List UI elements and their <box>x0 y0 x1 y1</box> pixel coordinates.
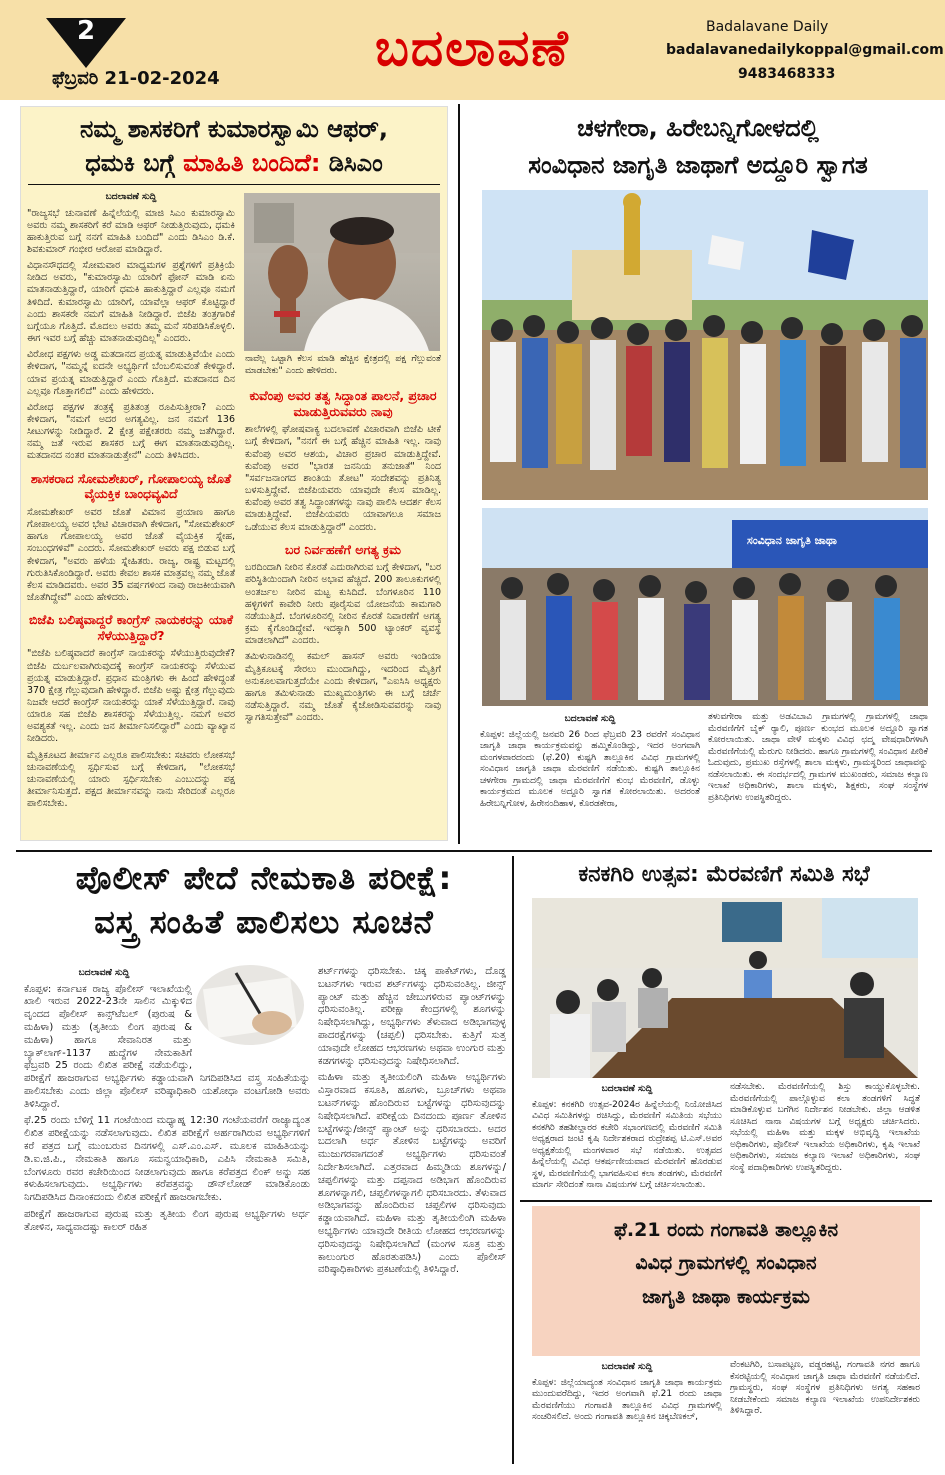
article3-headline-line1: ಪೊಲೀಸ್ ಪೇದೆ ನೇಮಕಾತಿ ಪರೀಕ್ಷೆ: <box>75 859 453 897</box>
article1-para: ವಿರೋಧ ಪಕ್ಷಗಳು ಅಡ್ಡ ಮತದಾನದ ಪ್ರಯತ್ನ ಮಾಡುತ್ತಿವೆಯೇ ಎಂದು ಕೇಳಿದಾಗ, "ನಮ್ಮನ್ನೆ ಐದನೇ ಅಭ್ಯರ್ಥಿಗೆ ಬೆಂಬಲಿಸುವಂತೆ ಕೇಳಿದ್ದಾರೆ. ಯಾವ ಪ್ರಯತ್ನ ಮಾಡುತ್ತಿದ್ದಾರೆ ಎಂದು ಗೊತ್ತಿದೆ. ಮತದಾನದ ದಿನ ಎಲ್ಲವೂ ಗೊತ್ತಾಗಲಿದೆ" ಎಂದು ಹೇಳಿದರು. <box>27 349 235 397</box>
article1-para: ವಿರೋಧ ಪಕ್ಷಗಳ ತಂತ್ರಕ್ಕೆ ಪ್ರತಿತಂತ್ರ ರೂಪಿಸುತ್ತೀರಾ? ಎಂದು ಕೇಳಿದಾಗ, "ನಮಗೆ ಅದರ ಅಗತ್ಯವಿಲ್ಲ. ಜನ ನಮಗೆ 136 ಸೀಟುಗಳನ್ನು ನೀಡಿದ್ದಾರೆ. 2 ಕ್ಷೇತ್ರ ಪಕ್ಷೇತರರು ನಮ್ಮ ಜತೆಗಿದ್ದಾರೆ. ನಮ್ಮ ಜತೆ ಇರುವ ಶಾಸಕರ ಬಗ್ಗೆ ಈಗ ಮಾತನಾಡುವುದಿಲ್ಲ. ಮತದಾನದ ನಂತರ ಮಾತನಾಡುತ್ತೇನೆ" ಎಂದು ತಿಳಿಸಿದರು. <box>27 401 235 462</box>
article3-headline <box>22 856 506 944</box>
section-divider <box>520 1200 932 1202</box>
article5-para: ಕೊಪ್ಪಳ: ಜಿಲ್ಲೆಯಾದ್ಯಂತ ಸಂವಿಧಾನ ಜಾಗೃತಿ ಜಾಥಾ ಕಾರ್ಯಕ್ರಮ ಮುಂದುವರೆದಿದ್ದು, ಇದರ ಅಂಗವಾಗಿ ಫೆ.21 ರಂದು ಜಾಥಾ ಮೆರವಣಿಗೆಯು ಗಂಗಾವತಿ ತಾಲ್ಲೂಕಿನ ವಿವಿಧ ಗ್ರಾಮಗಳಲ್ಲಿ ಸಂಚರಿಸಲಿದೆ. ಅಂದು ಗಂಗಾವತಿ ತಾಲ್ಲೂಕಿನ ಚಿಕ್ಕಬೆಣಕಲ್, <box>532 1377 722 1423</box>
column-divider <box>458 104 460 844</box>
article1-headline-line2 <box>24 146 444 180</box>
article1-subheading: ಬರ ನಿರ್ವಹಣೆಗೆ ಅಗತ್ಯ ಕ್ರಮ <box>285 541 401 557</box>
article2-headline-line2: ಸಂವಿಧಾನ ಜಾಗೃತಿ ಜಾಥಾಗೆ ಅದ್ದೂರಿ ಸ್ವಾಗತ <box>528 151 868 180</box>
article5-headline <box>532 1214 920 1314</box>
article2-col1 <box>480 712 700 836</box>
article2-col2 <box>708 712 928 836</box>
article1-subheading: ಶಾಸಕರಾದ ಸೋಮಶೇಖರ್, ಗೋಪಾಲಯ್ಯ ಜೊತೆ ವೈಯಕ್ತಿಕ ಬಾಂಧವ್ಯವಿದೆ <box>30 470 232 502</box>
dcm-photo-illustration <box>244 193 440 351</box>
jatha-photo-oath-illustration <box>482 508 928 706</box>
article5-para: ವೆಂಕಟಗಿರಿ, ಬಸಾಪಟ್ಟಣ, ವಡ್ಡರಹಟ್ಟಿ, ಗಂಗಾವತಿ ನಗರ ಹಾಗೂ ಕೆಸರಟ್ಟಿಯಲ್ಲಿ ಸಂವಿಧಾನ ಜಾಗೃತಿ ಜಾಥಾ ಮೆರವಣಿಗೆ ನಡೆಯಲಿದೆ. ಗ್ರಾಮಸ್ಥರು, ಸಂಘ ಸಂಸ್ಥೆಗಳ ಪ್ರತಿನಿಧಿಗಳು ಅಗತ್ಯ ಸಹಕಾರ ನೀಡಬೇಕೆಂದು ಸಮಾಜ ಕಲ್ಯಾಣ ಇಲಾಖೆಯ ಉಪನಿರ್ದೇಶಕರು ತಿಳಿಸಿದ್ದಾರೆ. <box>730 1360 920 1417</box>
article5-byline: ಬದಲಾವಣೆ ಸುದ್ದಿ <box>601 1362 653 1372</box>
article1-col1 <box>27 190 235 830</box>
article1-para: "ಬಿಜೆಪಿ ಬಲಿಷ್ಠವಾದರೆ ಕಾಂಗ್ರೆಸ್ ನಾಯಕರನ್ನು ಸೆಳೆಯುತ್ತಿರುವುದೇಕೆ? ಬಿಜೆಪಿ ದುರ್ಬಲವಾಗಿರುವುದಕ್ಕೆ ಕಾಂಗ್ರೆಸ್ ನಾಯಕರನ್ನು ಸೆಳೆಯುವ ಪ್ರಯತ್ನ ಮಾಡುತ್ತಿದ್ದಾರೆ. ಪ್ರಧಾನ ಮಂತ್ರಿಗಳು ಈ ಹಿಂದೆ ಹೇಳಿದ್ದಂತೆ 370 ಕ್ಷೇತ್ರ ಗೆಲ್ಲುವುದಾಗಿ ಹೇಳಿದ್ದಾರೆ. ಬಿಜೆಪಿ ಅಷ್ಟು ಕ್ಷೇತ್ರ ಗೆಲ್ಲುವುದು ನಿಜವೇ ಆದರೆ ಕಾಂಗ್ರೆಸ್ ನಾಯಕರನ್ನು ಯಾಕೆ ಸೆಳೆಯುತ್ತಿದ್ದಾರೆ. ನಾವು ಯಾರೂ ಸಹ ಬಿಜೆಪಿ ಶಾಸಕರನ್ನು ಸೆಳೆಯುತ್ತಿಲ್ಲ. ನಮಗೆ ಅವರ ಅವಶ್ಯಕತೆ ಇಲ್ಲ. ಎಂದು ಜನ ತೀರ್ಮಾನಿಸಲಿದ್ದಾರೆ" ಎಂದು ವ್ಯಾಖ್ಯಾನ ನೀಡಿದರು. <box>27 648 235 745</box>
article1-headline-line1: ನಮ್ಮ ಶಾಸಕರಿಗೆ ಕುಮಾರಸ್ವಾಮಿ ಆಫರ್, <box>80 115 388 143</box>
article4-para: ಕೊಪ್ಪಳ: ಕನಕಗಿರಿ ಉತ್ಸವ-2024ರ ಹಿನ್ನೆಲೆಯಲ್ಲಿ ನಿಯೋಜಿಸಿದ ವಿವಿಧ ಸಮಿತಿಗಳನ್ನು ರಚಿಸಿದ್ದು, ಮೆರವಣಿಗೆ ಸಮಿತಿಯ ಸಭೆಯು ಕನಕಗಿರಿ ತಹಶೀಲ್ದಾರರ ಕಚೇರಿ ಸಭಾಂಗಣದಲ್ಲಿ ಮೆರವಣಿಗೆ ಸಮಿತಿ ಅಧ್ಯಕ್ಷರಾದ ಜಂಟಿ ಕೃಷಿ ನಿರ್ದೇಶಕರಾದ ರುದ್ರೇಶಪ್ಪ ಟಿ.ಎಸ್.ಅವರ ಅಧ್ಯಕ್ಷತೆಯಲ್ಲಿ ಮಂಗಳವಾರ ಸಭೆ ನಡೆಯಿತು. ಉತ್ಸವದ ಹಿನ್ನೆಲೆಯಲ್ಲಿ ವಿವಿಧ ಆಕರ್ಷಣೀಯವಾದ ಮೆರವಣಿಗೆ ಹೊರಡುವ ಸ್ಥಳ, ಮೆರವಣಿಗೆಯಲ್ಲಿ ಭಾಗವಹಿಸುವ ಕಲಾ ತಂಡಗಳು, ಮೆರವಣಿಗೆ ಮಾರ್ಗ ಸೇರಿದಂತೆ ನಾನಾ ವಿಷಯಗಳ ಬಗ್ಗೆ ಚರ್ಚಿಸಲಾಯಿತು. <box>532 1099 722 1191</box>
article3-byline: ಬದಲಾವಣೆ ಸುದ್ದಿ <box>78 968 130 978</box>
article3-headline-line2: ವಸ್ತ್ರ ಸಂಹಿತೆ ಪಾಲಿಸಲು ಸೂಚನೆ <box>94 903 434 942</box>
dcm-photo-caption: ನಾವೆಲ್ಲ ಒಟ್ಟಾಗಿ ಕೆಲಸ ಮಾಡಿ ಹೆಚ್ಚಿನ ಕ್ಷೇತ್ರದಲ್ಲಿ ಪಕ್ಷ ಗೆಲ್ಲುವಂತೆ ಮಾಡಬೇಕು" ಎಂದು ಹೇಳಿದರು. <box>245 354 441 376</box>
masthead-title: ಬದಲಾವಣೆ <box>375 18 570 77</box>
headline-part-c: ಡಿಸಿಎಂ <box>320 149 383 178</box>
exam-photo-float <box>192 984 310 1066</box>
contact-phone: 9483468333 <box>738 66 836 82</box>
jatha-banner-text: ಸಂವಿಧಾನ ಜಾಗೃತಿ ಜಾಥಾ <box>747 534 837 547</box>
article1-para: ಬರದಿಂದಾಗಿ ನೀರಿನ ಕೊರತೆ ಎದುರಾಗಿರುವ ಬಗ್ಗೆ ಕೇಳಿದಾಗ, "ಬರ ಪರಿಸ್ಥಿತಿಯಿಂದಾಗಿ ನೀರಿನ ಅಭಾವ ಹೆಚ್ಚಿದೆ. 200 ತಾಲೂಕುಗಳಲ್ಲಿ ಅಂತರ್ಜಲ ನೀರಿನ ಮಟ್ಟ ಕುಸಿದಿದೆ. ಬೆಂಗಳೂರಿನ 110 ಹಳ್ಳಿಗಳಿಗೆ ಕಾವೇರಿ ನೀರು ಪೂರೈಸುವ ಯೋಜನೆಯ ಕಾಮಗಾರಿ ನಡೆಯುತ್ತಿದೆ. ಬೆಂಗಳೂರಿನಲ್ಲಿ ನೀರಿನ ಕೊರತೆ ನಿವಾರಣೆಗೆ ಅಗತ್ಯ ಕ್ರಮ ಕೈಗೊಂಡಿದ್ದೇವೆ. ಇದಕ್ಕಾಗಿ 500 ಟ್ಯಾಂಕರ್ ವ್ಯವಸ್ಥೆ ಮಾಡಲಾಗಿದೆ" ಎಂದರು. <box>245 562 441 647</box>
article1-divider <box>28 184 440 185</box>
issue-date: ಫೆಬ್ರವರಿ 21-02-2024 <box>52 68 220 89</box>
headline-part-highlight: ಮಾಹಿತಿ ಬಂದಿದೆ: <box>183 149 321 178</box>
article5-headline-line1: ಫೆ.21 ರಂದು ಗಂಗಾವತಿ ತಾಲ್ಲೂಕಿನ <box>613 1219 839 1241</box>
jatha-photo-statue <box>482 190 928 500</box>
article1-subheading: ಬಿಜೆಪಿ ಬಲಿಷ್ಠವಾದ್ದರೆ ಕಾಂಗ್ರೆಸ್ ನಾಯಕರನ್ನು ಯಾಕೆ ಸೆಳೆಯುತ್ತಿದ್ದಾರೆ? <box>29 612 233 643</box>
article1-para: ವಿಧಾನಸೌಧದಲ್ಲಿ ಸೋಮವಾರ ಮಾಧ್ಯಮಗಳ ಪ್ರಶ್ನೆಗಳಿಗೆ ಪ್ರತಿಕ್ರಿಯೆ ನೀಡಿದ ಅವರು, "ಕುಮಾರಸ್ವಾಮಿ ಯಾರಿಗೆ ಫೋನ್ ಮಾಡಿ ಏನು ಮಾತನಾಡುತ್ತಿದ್ದಾರೆ, ಯಾರಿಗೆ ಧಮಕಿ ಹಾಕುತ್ತಿದ್ದಾರೆ ಎಲ್ಲವೂ ನಮಗೆ ತಿಳಿದಿದೆ. ಕುಮಾರಸ್ವಾಮಿ ಯಾರಿಗೆ, ಯಾವೆಲ್ಲಾ ಆಫರ್ ಕೊಟ್ಟಿದ್ದಾರೆ ಎಂದು ಶಾಸಕರೇ ನಮಗೆ ಮಾಹಿತಿ ನೀಡಿದ್ದಾರೆ. ಬಿಜೆಪಿ ತಂತ್ರಗಾರಿಕೆ ಬಗ್ಗೆಯೂ ಗೊತ್ತಿದೆ. ಮೊದಲು ಅವರು ತಮ್ಮ ಮನೆ ಸರಿಪಡಿಸಿಕೊಳ್ಳಲಿ. ಈಗ ಇವರ ಬಗ್ಗೆ ಹೆಚ್ಚು ಮಾತನಾಡುವುದಿಲ್ಲ" ಎಂದರು. <box>27 260 235 345</box>
headline-part-a: ಧಮಕಿ ಬಗ್ಗೆ <box>85 149 184 178</box>
paper-name: Badalavane Daily <box>706 19 829 35</box>
article3-para: ಫೆ.25 ರಂದು ಬೆಳಿಗ್ಗೆ 11 ಗಂಟೆಯಿಂದ ಮಧ್ಯಾಹ್ನ 12:30 ಗಂಟೆಯವರೆಗೆ ರಾಜ್ಯಾದ್ಯಂತ ಲಿಖಿತ ಪರೀಕ್ಷೆಯನ್ನು ನಡೆಸಲಾಗುವುದು. ಲಿಖಿತ ಪರೀಕ್ಷೆಗೆ ಅರ್ಹರಾಗಿರುವ ಅಭ್ಯರ್ಥಿಗಳಿಗೆ ಕರೆ ಪತ್ರದ ಬಗ್ಗೆ ಮುಂಬರುವ ದಿನಗಳಲ್ಲಿ ಎಸ್.ಎಂ.ಎಸ್. ಮೂಲಕ ಮಾಹಿತಿಯನ್ನು ಡಿ.ಐ.ಜಿ.ಪಿ., ನೇಮಕಾತಿ ಹಾಗೂ ಸಮನ್ವಯಾಧಿಕಾರಿ, ಎಪಿಸಿ ನೇಮಕಾತಿ ಸಮಿತಿ, ಬೆಂಗಳೂರು ರವರ ಕಚೇರಿಯಿಂದ ನೀಡಲಾಗುವುದು ಹಾಗೂ ಕರೆಪತ್ರದ ಲಿಂಕ್ ಅನ್ನು ಸಹ ಕಳುಹಿಸಲಾಗುವುದು. ಅಭ್ಯರ್ಥಿಗಳು ಕರೆಪತ್ರವನ್ನು ಡೌನ್‌ಲೋಡ್ ಮಾಡಿಕೊಂಡು ನಿಗದಿಪಡಿಸಿದ ದಿನಾಂಕದಂದು ಲಿಖಿತ ಪರೀಕ್ಷೆಗೆ ಹಾಜರಾಗಬೇಕು. <box>24 1115 310 1204</box>
article5-col1 <box>532 1360 722 1460</box>
article2-headline <box>468 110 928 184</box>
article4-byline: ಬದಲಾವಣೆ ಸುದ್ದಿ <box>601 1084 653 1094</box>
article1-para: ಸೋಮಶೇಖರ್ ಅವರ ಜೊತೆ ವಿಮಾನ ಪ್ರಯಾಣ ಹಾಗೂ ಗೋಪಾಲಯ್ಯ ಅವರ ಭೇಟಿ ವಿಚಾರವಾಗಿ ಕೇಳಿದಾಗ, "ಸೋಮಶೇಖರ್ ಹಾಗೂ ಗೋಪಾಲಯ್ಯ ಅವರ ಜೊತೆ ವೈಯಕ್ತಿಕ ಸ್ನೇಹ, ಸಂಬಂಧಗಳಿವೆ" ಎಂದರು. ಸೋಮಶೇಖರ್ ಅವರು ಪಕ್ಷ ಬಿಡುವ ಬಗ್ಗೆ ಕೇಳಿದಾಗ, "ಅವರು ಹಳೆಯ ಸ್ನೇಹಿತರು. ರಾಜ್ಯ, ರಾಷ್ಟ್ರ ಮಟ್ಟದಲ್ಲಿ ಗುರುತಿಸಿಕೊಂಡಿದ್ದಾರೆ. ಅವರು ಕೇವಲ ಶಾಸಕ ಮಾತ್ರವಲ್ಲ ನಮ್ಮ ಜೊತೆ ಕೆಲಸ ಮಾಡಿದವರು. ಅವರ 35 ವರ್ಷಗಳಿಂದ ನಾವು ರಾಜಕೀಯವಾಗಿ ಜೊತೆಗಿದ್ದೇವೆ" ಎಂದು ಹೇಳಿದರು. <box>27 506 235 603</box>
article2-headline-line1: ಚಳಗೇರಾ, ಹಿರೇಬನ್ನಿಗೋಳದಲ್ಲಿ <box>577 114 819 142</box>
section-divider <box>16 850 932 852</box>
article3-para: ಮಹಿಳಾ ಮತ್ತು ತೃತೀಯಲಿಂಗಿ ಮಹಿಳಾ ಅಭ್ಯರ್ಥಿಗಳು ವಿಸ್ತಾರವಾದ ಕಸೂತಿ, ಹೂಗಳು, ಬ್ರೂಚ್‌ಗಳು ಅಥವಾ ಬಟನ್‌ಗಳನ್ನು ಹೊಂದಿರುವ ಬಟ್ಟೆಗಳನ್ನು ಧರಿಸುವುದನ್ನು ನಿಷೇಧಿಸಲಾಗಿದೆ. ಪರೀಕ್ಷೆಯ ದಿನದಂದು ಪೂರ್ಣ ತೋಳಿನ ಬಟ್ಟೆಗಳನ್ನು/ಜೀನ್ಸ್ ಪ್ಯಾಂಟ್ ಅನ್ನು ಧರಿಸಬಾರದು. ಅದರ ಬದಲಾಗಿ ಅರ್ಧ ತೋಳಿನ ಬಟ್ಟೆಗಳನ್ನು ಅವರಿಗೆ ಮುಜುಗರವಾಗದಂತೆ ಅಭ್ಯರ್ಥಿಗಳು ಧರಿಸುವಂತೆ ನಿರ್ದೇಶಿಸಲಾಗಿದೆ. ಎತ್ತರವಾದ ಹಿಮ್ಮಡಿಯ ಶೂಗಳನ್ನು/ಚಪ್ಪಲಿಗಳನ್ನು ಮತ್ತು ದಪ್ಪನಾದ ಅಡಿಭಾಗ ಹೊಂದಿರುವ ಶೂಗಳನ್ನಾಗಲಿ, ಚಪ್ಪಲಿಗಳನ್ನಾಗಲಿ ಧರಿಸಬಾರದು. ತೆಳುವಾದ ಅಡಿಭಾಗವನ್ನು ಹೊಂದಿರುವ ಚಪ್ಪಲಿಗಳ ಧರಿಸುವುದು ಕಡ್ಡಾಯವಾಗಿದೆ. ಮಹಿಳಾ ಮತ್ತು ತೃತೀಯಲಿಂಗಿ ಮಹಿಳಾ ಅಭ್ಯರ್ಥಿಗಳು ಯಾವುದೇ ರೀತಿಯ ಲೋಹದ ಆಭರಣಗಳನ್ನು ಧರಿಸುವುದನ್ನು ನಿಷೇಧಿಸಲಾಗಿದೆ (ಮಂಗಳ ಸೂತ್ರ ಮತ್ತು ಕಾಲುಂಗುರ ಹೊರತುಪಡಿಸಿ) ಎಂದು ಪೊಲೀಸ್ ವರಿಷ್ಠಾಧಿಕಾರಿಗಳು ಪ್ರಕಟಣೆಯಲ್ಲಿ ತಿಳಿಸಿದ್ದಾರೆ. <box>318 1072 506 1276</box>
jatha-photo-oath <box>482 508 928 706</box>
article5-col2 <box>730 1360 920 1460</box>
article5-headline-line3: ಜಾಗೃತಿ ಜಾಥಾ ಕಾರ್ಯಕ್ರಮ <box>642 1285 810 1308</box>
article3-para: ಕೊಪ್ಪಳ: ಕರ್ನಾಟಕ ರಾಜ್ಯ ಪೊಲೀಸ್ ಇಲಾಖೆಯಲ್ಲಿ ಖಾಲಿ ಇರುವ 2022-23ನೇ ಸಾಲಿನ ಮಿಕ್ಕುಳಿದ ವೃಂದದ ಪೊಲೀಸ್ ಕಾನ್ಸ್‌ಟೆಬಲ್ (ಪುರುಷ & ಮಹಿಳಾ) ಮತ್ತು (ತೃತೀಯ ಲಿಂಗ ಪುರುಷ & ಮಹಿಳಾ) ಹಾಗೂ ಸೇವಾನಿರತ ಮತ್ತು ಬ್ಯಾಕ್‌ಲಾಗ್-1137 ಹುದ್ದೆಗಳ ನೇಮಕಾತಿಗೆ ಫೆಬ್ರವರಿ 25 ರಂದು ಲಿಖಿತ ಪರೀಕ್ಷೆ ನಡೆಯಲಿದ್ದು, ಪರೀಕ್ಷೆಗೆ ಹಾಜರಾಗುವ ಅಭ್ಯರ್ಥಿಗಳು ಕಡ್ಡಾಯವಾಗಿ ನಿಗದಿಪಡಿಸಿದ ವಸ್ತ್ರ ಸಂಹಿತೆಯನ್ನು ಪಾಲಿಸಬೇಕು ಎಂದು ಜಿಲ್ಲಾ ಪೊಲೀಸ್ ವರಿಷ್ಠಾಧಿಕಾರಿ ಯಶೋಧಾ ವಂಟಗೋಡಿ ಅವರು ತಿಳಿಸಿದ್ದಾರೆ. <box>24 983 310 1110</box>
article1-col2 <box>245 380 441 832</box>
article1-subheading: ಕುವೆಂಪು ಅವರ ತತ್ವ ಸಿದ್ಧಾಂತ ಪಾಲನೆ, ಪ್ರಚಾರ ಮಾಡುತ್ತಿರುವವರು ನಾವು <box>249 388 437 419</box>
article1-para: ಶಾಲೆಗಳಲ್ಲಿ ಘೋಷವಾಕ್ಯ ಬದಲಾವಣೆ ವಿಚಾರವಾಗಿ ಬಿಜೆಪಿ ಟೀಕೆ ಬಗ್ಗೆ ಕೇಳಿದಾಗ, "ನನಗೆ ಈ ಬಗ್ಗೆ ಹೆಚ್ಚಿನ ಮಾಹಿತಿ ಇಲ್ಲ. ನಾವು ಕುವೆಂಪು ಅವರ ಆಶಯ, ವಿಚಾರ ಪ್ರಚಾರ ಮಾಡುತ್ತಿದ್ದೇವೆ. ಕುವೆಂಪು ಅವರ "ಭಾರತ ಜನನಿಯ ತನುಜಾತೆ" ನಿಂದ "ಸರ್ವಜನಾಂಗದ ಶಾಂತಿಯ ತೋಟ" ಸಂದೇಶವನ್ನು ಪ್ರತಿನಿತ್ಯ ಬಳಸುತ್ತಿದ್ದೇವೆ. ಬಿಜೆಪಿಯವರು ಯಾವುದೇ ಕೆಲಸ ಮಾಡಿಲ್ಲ. ಕುವೆಂಪು ಅವರ ತತ್ವ ಸಿದ್ಧಾಂತಗಳನ್ನು ನಾವು ಪಾಲಿಸಿ ಆದರ್ಶ ಕೆಲಸ ಮಾಡುತ್ತಿದ್ದೇವೆ. ಬಿಜೆಪಿಯವರು ಯಾವಾಗಲೂ ಸಮಾಜ ಒಡೆಯುವ ಕೆಲಸ ಮಾಡುತ್ತಿದ್ದಾರೆ" ಎಂದರು. <box>245 424 441 533</box>
article4-col1 <box>532 1082 722 1194</box>
article2-para: ತಳುವಗೇರಾ ಮತ್ತು ಅಡವಿಬಾವಿ ಗ್ರಾಮಗಳಲ್ಲಿ ಗ್ರಾಮಗಳಲ್ಲಿ ಜಾಥಾ ಮೆರವಣಿಗೆಗೆ ಬೈಕ್ ರ‍್ಯಾಲಿ, ಪೂರ್ಣ ಕುಂಭದ ಮೂಲಕ ಅದ್ದೂರಿ ಸ್ವಾಗತ ಕೋರಲಾಯಿತು. ಜಾಥಾ ವೇಳೆ ಮಕ್ಕಳು ವಿವಿಧ ಛದ್ಮ ವೇಷಧಾರಿಗಳಾಗಿ ಮೆರವಣಿಗೆಯಲ್ಲಿ ಮೆರುಗು ನೀಡಿದರು. ಹಾಗೂ ಗ್ರಾಮಗಳಲ್ಲಿ ಸಂವಿಧಾನ ಪೀಠಿಕೆ ಓದುವುದು, ಪ್ರಮುಖ ರಸ್ತೆಗಳಲ್ಲಿ ಶಾಲಾ ಮಕ್ಕಳು, ಗ್ರಾಮಸ್ಥರಿಂದ ಜಾಥಾವನ್ನು ನಡೆಸಲಾಯಿತು. ಈ ಸಂದರ್ಭದಲ್ಲಿ ಗ್ರಾಮಗಳ ಮುಖಂಡರು, ಸಮಾಜ ಕಲ್ಯಾಣ ಇಲಾಖೆ ಅಧಿಕಾರಿಗಳು, ಶಾಲಾ ಮಕ್ಕಳು, ಶಿಕ್ಷಕರು, ಸಂಘ ಸಂಸ್ಥೆಗಳ ಪ್ರತಿನಿಧಿಗಳು ಉಪಸ್ಥಿತರಿದ್ದರು. <box>708 712 928 803</box>
meeting-photo <box>532 898 918 1078</box>
dcm-photo <box>244 193 440 351</box>
article4-para: ನಡೆಸಬೇಕು. ಮೆರವಣಿಗೆಯಲ್ಲಿ ಶಿಸ್ತು ಕಾಯ್ದುಕೊಳ್ಳಬೇಕು. ಮೆರವಣಿಗೆಯಲ್ಲಿ ಪಾಲ್ಗೊಳ್ಳುವ ಕಲಾ ತಂಡಗಳಿಗೆ ಸಿದ್ಧತೆ ಮಾಡಿಕೊಳ್ಳುವ ಬಗೆಗಿನ ನಿರ್ದೇಶನ ನೀಡಬೇಕು. ಜಿಲ್ಲಾ ಆಡಳಿತ ಸೂಚಿಸಿದ ನಾನಾ ವಿಷಯಗಳ ಬಗ್ಗೆ ಅಧ್ಯಕ್ಷರು ಚರ್ಚಿಸಿದರು. ಸಭೆಯಲ್ಲಿ ಮಹಿಳಾ ಮತ್ತು ಮಕ್ಕಳ ಅಭಿವೃದ್ಧಿ ಇಲಾಖೆಯ ಅಧಿಕಾರಿಗಳು, ಪೊಲೀಸ್ ಇಲಾಖೆಯ ಅಧಿಕಾರಿಗಳು, ಕೃಷಿ ಇಲಾಖೆ ಅಧಿಕಾರಿಗಳು, ಸಮಾಜ ಕಲ್ಯಾಣ ಇಲಾಖೆ ಅಧಿಕಾರಿಗಳು, ಸಂಘ ಸಂಸ್ಥೆ ಪದಾಧಿಕಾರಿಗಳು ಉಪಸ್ಥಿತರಿದ್ದರು. <box>730 1082 920 1173</box>
jatha-photo-statue-illustration <box>482 190 928 500</box>
article1-byline: ಬದಲಾವಣೆ ಸುದ್ದಿ <box>105 192 157 202</box>
article3-para: ಶರ್ಟ್‌ಗಳನ್ನು ಧರಿಸಬೇಕು. ಚಿಕ್ಕ ಪಾಕೆಟ್‌ಗಳು, ದೊಡ್ಡ ಬಟನ್‌ಗಳು ಇರುವ ಶರ್ಟ್‌ಗಳನ್ನು ಧರಿಸುವಂತಿಲ್ಲ. ಜೀನ್ಸ್ ಪ್ಯಾಂಟ್ ಮತ್ತು ಹೆಚ್ಚಿನ ಜೇಬುಗಳಿರುವ ಪ್ಯಾಂಟ್‌ಗಳನ್ನು ಧರಿಸುವಂತಿಲ್ಲ. ಪರೀಕ್ಷಾ ಕೇಂದ್ರಗಳಲ್ಲಿ ಶೂಗಳನ್ನು ನಿಷೇಧಿಸಲಾಗಿದ್ದು, ಅಭ್ಯರ್ಥಿಗಳು ತೆಳುವಾದ ಅಡಿಭಾಗವುಳ್ಳ ಪಾದರಕ್ಷೆಗಳನ್ನು (ಚಪ್ಪಲಿ) ಧರಿಸಬೇಕು. ಕುತ್ತಿಗೆ ಸುತ್ತ ಯಾವುದೇ ಲೋಹದ ಆಭರಣಗಳು ಅಥವಾ ಉಂಗುರ ಮತ್ತು ಕಡಗಗಳನ್ನು ಧರಿಸುವುದನ್ನು ನಿಷೇಧಿಸಲಾಗಿದೆ. <box>318 966 506 1067</box>
page-number: 2 <box>76 16 96 46</box>
article1-para: ಮೈತ್ರಿಕೂಟದ ತೀರ್ಮಾನ ಎಲ್ಲರೂ ಪಾಲಿಸಬೇಕು: ಸಚಿವರು ಲೋಕಸಭೆ ಚುನಾವಣೆಯಲ್ಲಿ ಸ್ಪರ್ಧಿಸುವ ಬಗ್ಗೆ ಕೇಳಿದಾಗ, "ಲೋಕಸಭೆ ಚುನಾವಣೆಯಲ್ಲಿ ಯಾರು ಸ್ಪರ್ಧಿಸಬೇಕು ಎಂಬುದನ್ನು ಪಕ್ಷ ತೀರ್ಮಾನಿಸುತ್ತದೆ. ಪಕ್ಷದ ತೀರ್ಮಾನವನ್ನು ನಾನು ಸೇರಿದಂತೆ ಎಲ್ಲರೂ ಪಾಲಿಸಬೇಕು. <box>27 749 235 810</box>
meeting-photo-illustration <box>532 898 918 1078</box>
article3-col1 <box>24 966 310 1460</box>
contact-email: badalavanedailykoppal@gmail.com <box>666 42 944 58</box>
article1-headline <box>24 112 444 180</box>
article2-para: ಕೊಪ್ಪಳ: ಜಿಲ್ಲೆಯಲ್ಲಿ ಜನವರಿ 26 ರಿಂದ ಫೆಬ್ರವರಿ 23 ರವರೆಗೆ ಸಂವಿಧಾನ ಜಾಗೃತಿ ಜಾಥಾ ಕಾರ್ಯಕ್ರಮವನ್ನು ಹಮ್ಮಿಕೊಂಡಿದ್ದು, ಇದರ ಅಂಗವಾಗಿ ಮಂಗಳವಾರದಂದು (ಫೆ.20) ಕುಷ್ಟಗಿ ತಾಲ್ಲೂಕಿನ ವಿವಿಧ ಗ್ರಾಮಗಳಲ್ಲಿ ಸಂವಿಧಾನ ಜಾಗೃತಿ ಜಾಥಾ ಮೆರವಣಿಗೆ ನಡೆಯಿತು. ಕುಷ್ಟಗಿ ತಾಲ್ಲೂಕಿನ ಚಳಗೇರಾ ಗ್ರಾಮದಲ್ಲಿ ಜಾಥಾ ಮೆರವಣಿಗೆಗೆ ಕುಂಭ ಮೆರವಣಿಗೆ, ಡೊಳ್ಳು ಕಾರ್ಯಕ್ರಮದ ಮೂಲಕ ಅದ್ದೂರಿ ಸ್ವಾಗತ ಕೋರಲಾಯಿತು. ಅದರಂತೆ ಹಿರೇಬನ್ನಿಗೋಳ, ಹಿರೇನಂದಿಹಾಳ, ಕೊರಡಕೇರಾ, <box>480 729 700 809</box>
article1-para: "ರಾಜ್ಯಸಭೆ ಚುನಾವಣೆ ಹಿನ್ನೆಲೆಯಲ್ಲಿ ಮಾಜಿ ಸಿಎಂ ಕುಮಾರಸ್ವಾಮಿ ಅವರು ನಮ್ಮ ಶಾಸಕರಿಗೆ ಕರೆ ಮಾಡಿ ಆಫರ್ ನೀಡುತ್ತಿರುವುದು, ಧಮಕಿ ಹಾಕುತ್ತಿರುವ ಬಗ್ಗೆ ನನಗೆ ಮಾಹಿತಿ ಬಂದಿದೆ" ಎಂದು ಡಿಸಿಎಂ ಡಿ.ಕೆ. ಶಿವಕುಮಾರ್ ಗಂಭೀರ ಆರೋಪ ಮಾಡಿದ್ದಾರೆ. <box>27 207 235 255</box>
article1-para: ತಮಿಳುನಾಡಿನಲ್ಲಿ ಕಮಲ್ ಹಾಸನ್ ಅವರು ಇಂಡಿಯಾ ಮೈತ್ರಿಕೂಟಕ್ಕೆ ಸೇರಲು ಮುಂದಾಗಿದ್ದು, ಇದರಿಂದ ಮೈತ್ರಿಗೆ ಅನುಕೂಲವಾಗುತ್ತದೆಯೇ ಎಂದು ಕೇಳಿದಾಗ, "ಎಐಸಿಸಿ ಅಧ್ಯಕ್ಷರು ಹಾಗೂ ತಮಿಳುನಾಡು ಮುಖ್ಯಮಂತ್ರಿಗಳು ಈ ಬಗ್ಗೆ ಚರ್ಚೆ ನಡೆಸುತ್ತಿದ್ದಾರೆ. ನಮ್ಮ ಜೊತೆ ಕೈಜೋಡಿಸುವವರನ್ನು ನಾವು ಸ್ವಾಗತಿಸುತ್ತೇವೆ" ಎಂದರು. <box>245 651 441 724</box>
article3-col2 <box>318 966 506 1460</box>
article3-para: ಪರೀಕ್ಷೆಗೆ ಹಾಜರಾಗುವ ಪುರುಷ ಮತ್ತು ತೃತೀಯ ಲಿಂಗ ಪುರುಷ ಅಭ್ಯರ್ಥಿಗಳು ಅರ್ಧ ತೋಳಿನ, ಸಾಧ್ಯವಾದಷ್ಟು ಕಾಲರ್ ರಹಿತ <box>24 1209 310 1233</box>
column-divider <box>512 856 514 1464</box>
article2-byline: ಬದಲಾವಣೆ ಸುದ್ದಿ <box>564 714 616 724</box>
article4-col2 <box>730 1082 920 1194</box>
article5-headline-line2: ವಿವಿಧ ಗ್ರಾಮಗಳಲ್ಲಿ ಸಂವಿಧಾನ <box>635 1252 817 1275</box>
article4-headline: ಕನಕಗಿರಿ ಉತ್ಸವ: ಮೆರವಣಿಗೆ ಸಮಿತಿ ಸಭೆ <box>578 862 870 887</box>
